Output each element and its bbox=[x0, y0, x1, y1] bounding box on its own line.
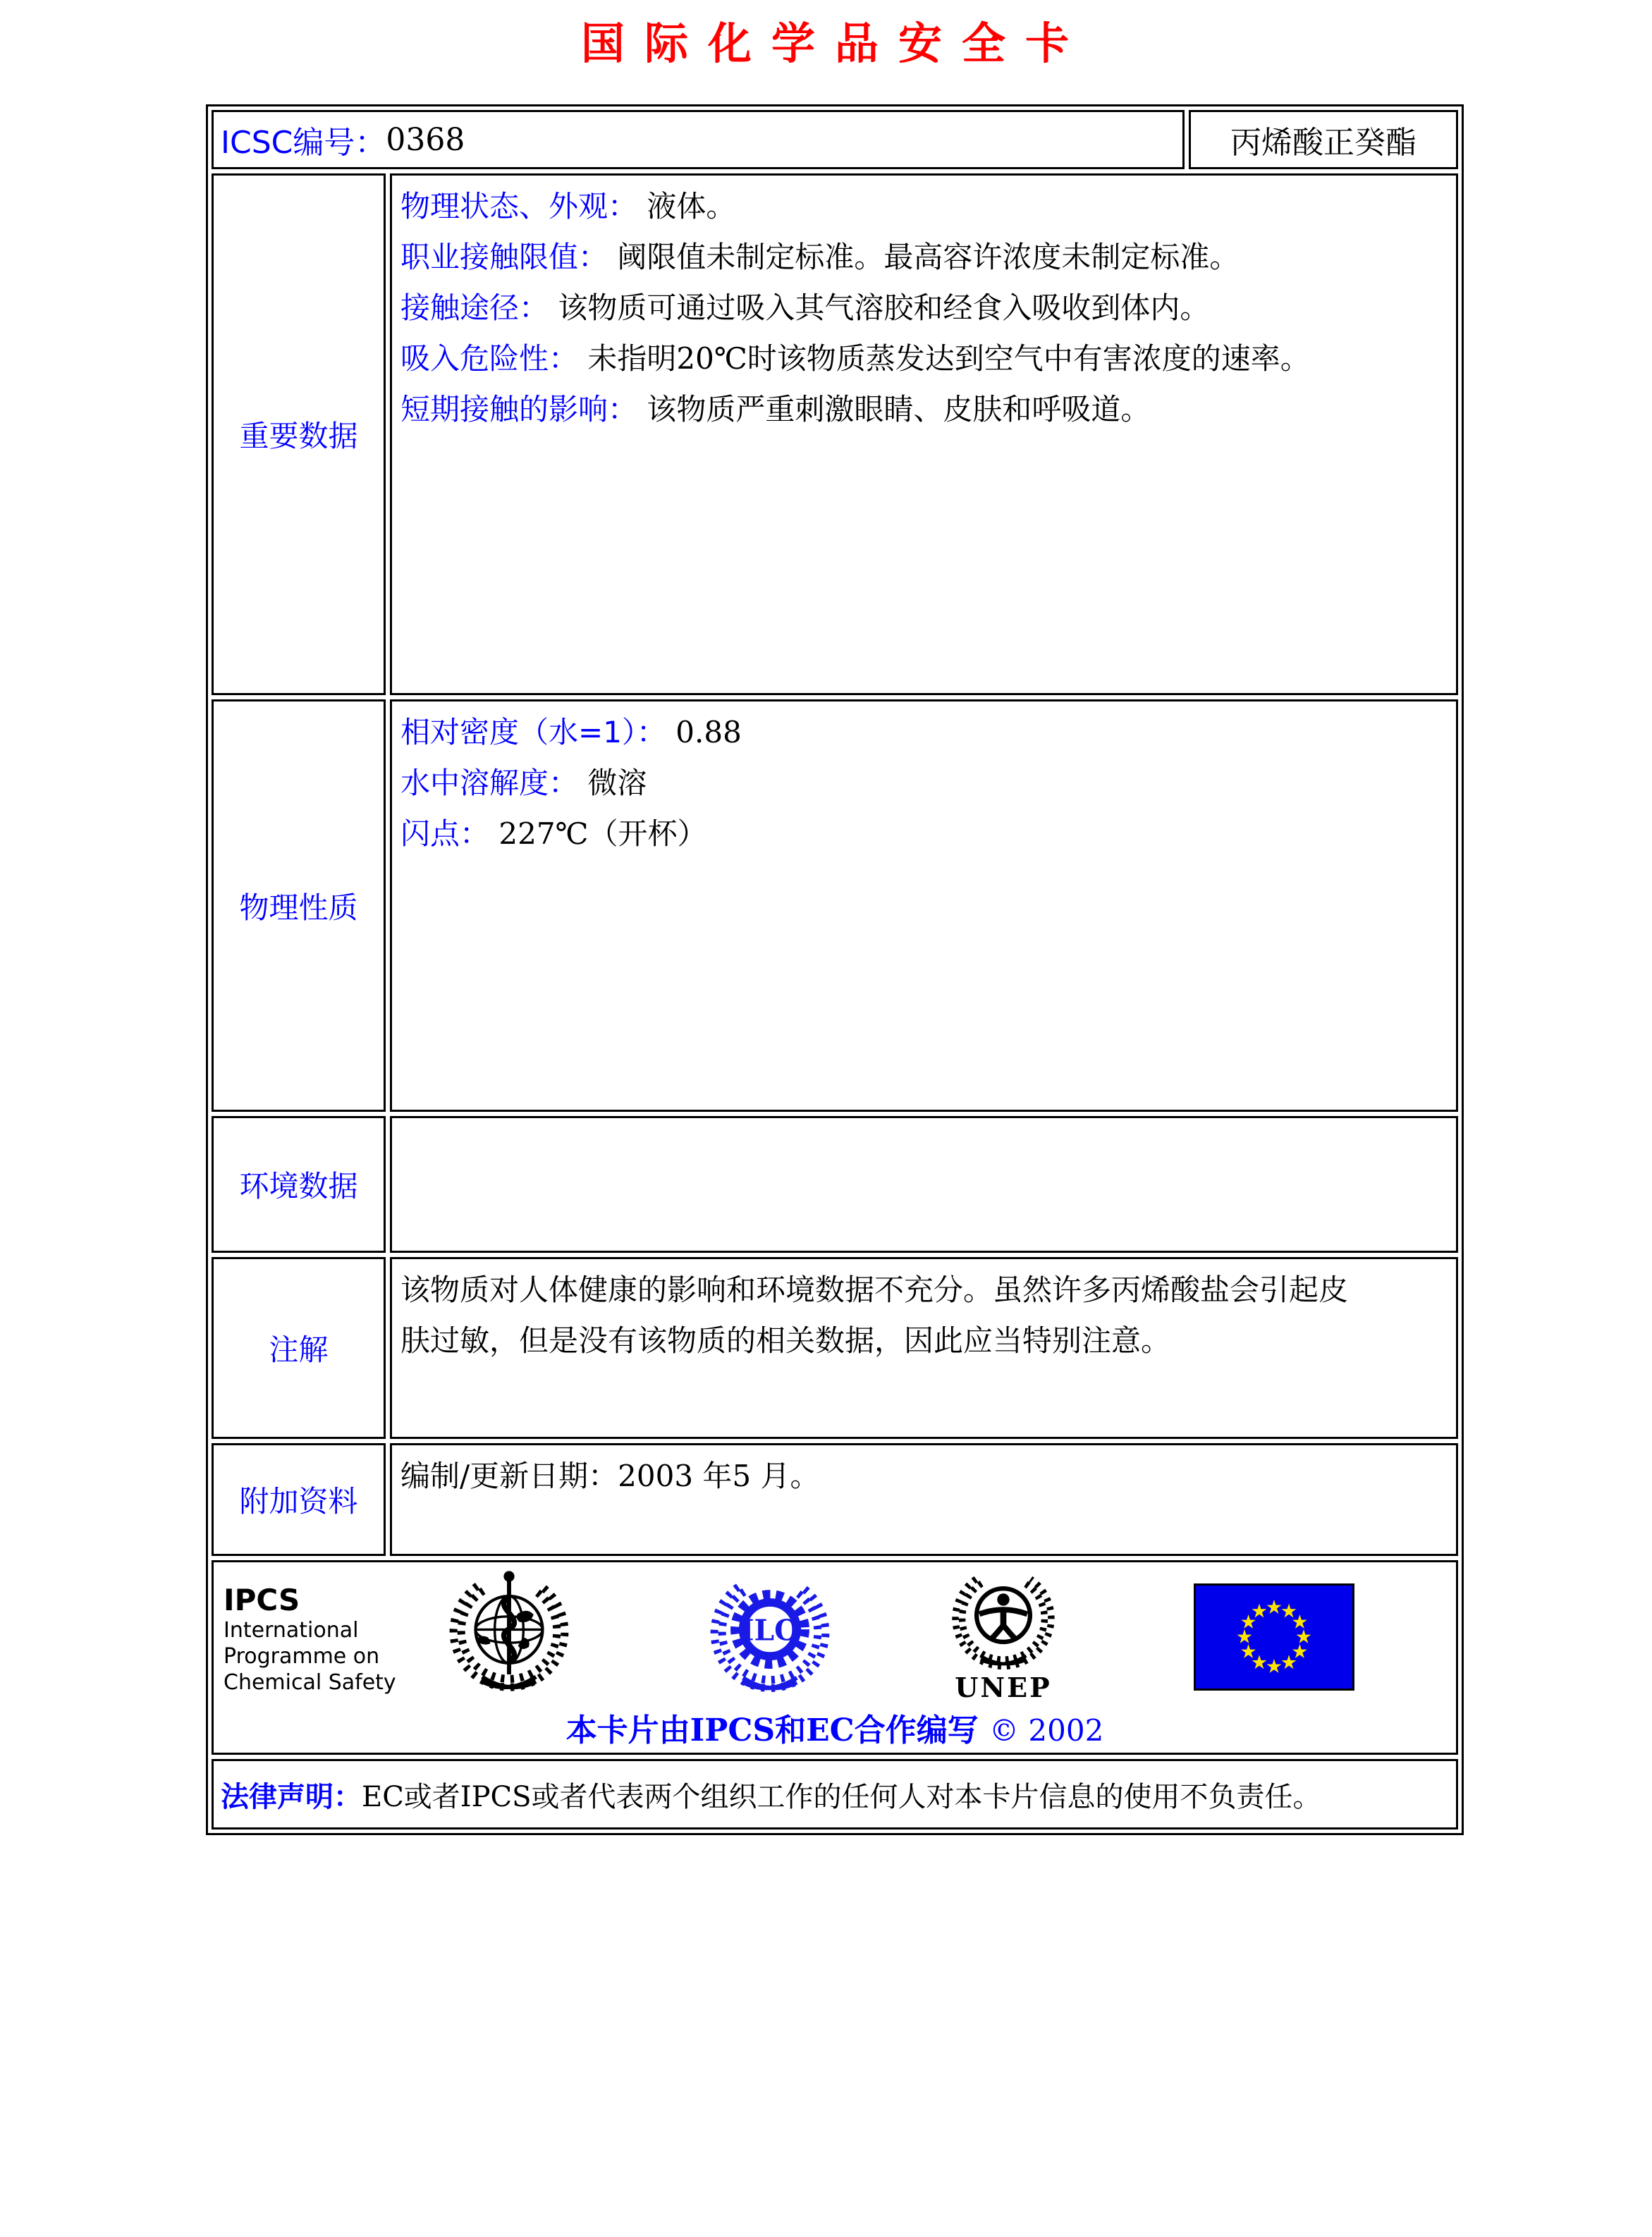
footer-row bbox=[212, 1560, 1458, 1755]
item-value: 227℃（开杯） bbox=[498, 816, 707, 851]
unep-logo-block bbox=[943, 1565, 1063, 1702]
ipcs-acronym: IPCS bbox=[224, 1583, 300, 1617]
copyright-year: © 2002 bbox=[989, 1713, 1104, 1748]
important-item bbox=[400, 181, 1448, 232]
who-logo-icon bbox=[446, 1567, 572, 1696]
item-value: 0.88 bbox=[675, 715, 742, 749]
item-label: 相对密度（水=1）： bbox=[400, 715, 666, 749]
ipcs-line: Programme on bbox=[224, 1644, 380, 1669]
additional-info-content bbox=[390, 1443, 1458, 1556]
physical-item bbox=[400, 707, 1448, 758]
legal-text: EC或者IPCS或者代表两个组织工作的任何人对本卡片信息的使用不负责任。 bbox=[362, 1780, 1321, 1813]
additional-info-text: 编制/更新日期：2003 年5 月。 bbox=[400, 1459, 820, 1493]
unep-logo-icon bbox=[945, 1565, 1062, 1671]
physical-properties-content bbox=[390, 699, 1458, 1112]
ilo-logo-icon bbox=[707, 1571, 833, 1696]
page-title: 国际化学品安全卡 bbox=[580, 18, 1089, 69]
notes-text: 该物质对人体健康的影响和环境数据不充分。虽然许多丙烯酸盐会引起皮肤过敏，但是没有该物质的相关数据，因此应当特别注意。 bbox=[400, 1273, 1349, 1358]
physical-properties-label: 物理性质 bbox=[212, 699, 386, 1112]
legal-row bbox=[212, 1759, 1458, 1830]
ipcs-line: Chemical Safety bbox=[224, 1670, 396, 1695]
environmental-data-content bbox=[390, 1116, 1458, 1253]
eu-flag-icon bbox=[1194, 1583, 1354, 1691]
item-label: 接触途径： bbox=[400, 290, 549, 325]
item-value: 微溶 bbox=[587, 766, 647, 800]
item-value: 该物质严重刺激眼睛、皮肤和呼吸道。 bbox=[647, 392, 1151, 427]
physical-item bbox=[400, 758, 1448, 809]
ipcs-text-block bbox=[224, 1583, 396, 1696]
important-data-label: 重要数据 bbox=[212, 173, 386, 695]
environmental-data-row bbox=[212, 1116, 1458, 1253]
legal-cell bbox=[212, 1759, 1458, 1830]
notes-label: 注解 bbox=[212, 1257, 386, 1439]
icsc-card bbox=[206, 104, 1464, 1835]
additional-info-label: 附加资料 bbox=[212, 1443, 386, 1556]
chemical-name-cell bbox=[1189, 110, 1458, 169]
item-label: 职业接触限值： bbox=[400, 240, 608, 274]
item-label: 闪点： bbox=[400, 816, 490, 851]
item-label: 吸入危险性： bbox=[400, 341, 579, 376]
notes-content bbox=[390, 1257, 1458, 1439]
item-label: 短期接触的影响： bbox=[400, 392, 638, 427]
environmental-data-label: 环境数据 bbox=[212, 1116, 386, 1253]
physical-item bbox=[400, 809, 1448, 859]
important-data-row bbox=[212, 173, 1458, 695]
icsc-number-cell bbox=[212, 110, 1185, 169]
item-value: 阈限值未制定标准。最高容许浓度未制定标准。 bbox=[617, 240, 1240, 274]
icsc-number-label: ICSC编号： bbox=[221, 125, 386, 161]
notes-row bbox=[212, 1257, 1458, 1439]
ipcs-line: International bbox=[224, 1618, 359, 1643]
copyright-line bbox=[214, 1705, 1456, 1750]
legal-label: 法律声明： bbox=[221, 1780, 362, 1813]
important-item bbox=[400, 283, 1448, 333]
unep-label: UNEP bbox=[955, 1672, 1052, 1703]
physical-properties-row bbox=[212, 699, 1458, 1112]
item-value: 该物质可通过吸入其气溶胶和经食入吸收到体内。 bbox=[558, 290, 1210, 325]
important-item bbox=[400, 232, 1448, 283]
header-row bbox=[212, 110, 1458, 169]
item-label: 水中溶解度： bbox=[400, 766, 579, 800]
footer-cell bbox=[212, 1560, 1458, 1755]
important-item bbox=[400, 384, 1448, 435]
icsc-number-value: 0368 bbox=[386, 121, 465, 158]
copyright-text: 本卡片由IPCS和EC合作编写 bbox=[565, 1712, 979, 1748]
additional-info-row bbox=[212, 1443, 1458, 1556]
chemical-name: 丙烯酸正癸酯 bbox=[1230, 125, 1417, 161]
item-value: 未指明20℃时该物质蒸发达到空气中有害浓度的速率。 bbox=[587, 341, 1310, 376]
item-value: 液体。 bbox=[647, 189, 736, 223]
item-label: 物理状态、外观： bbox=[400, 189, 638, 223]
important-data-content bbox=[390, 173, 1458, 695]
important-item bbox=[400, 333, 1448, 384]
ilo-letters: ILO bbox=[740, 1613, 800, 1648]
